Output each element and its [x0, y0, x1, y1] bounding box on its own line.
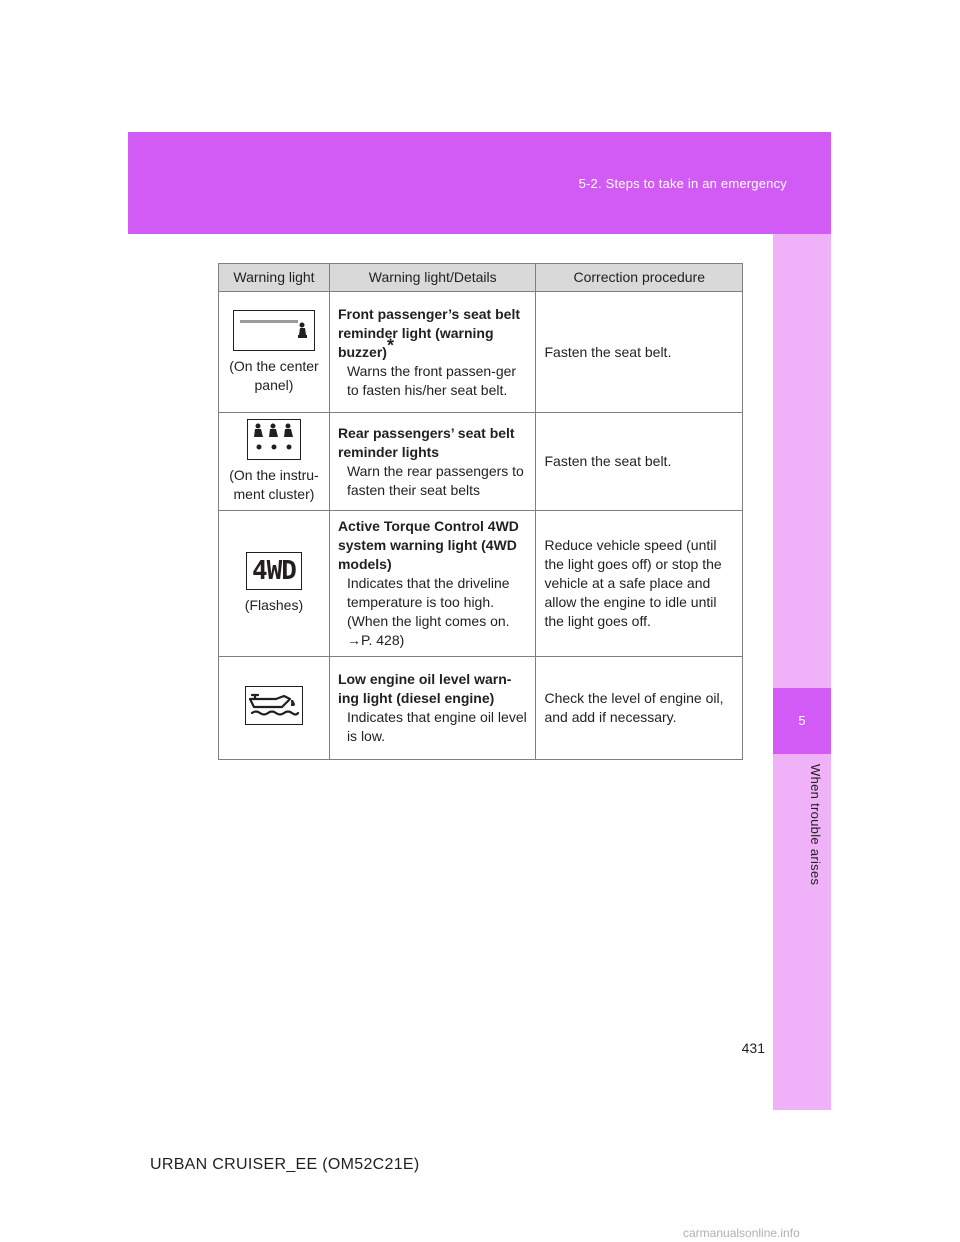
warning-light-detail: Indicates that the driveline temperature is too high. (When the light comes on. →P. 428)	[346, 575, 510, 648]
chapter-side-tab[interactable]	[773, 234, 831, 1110]
warning-light-caption: (On the center panel)	[229, 357, 319, 393]
warning-light-cell	[219, 657, 330, 760]
document-code: URBAN CRUISER_EE (OM52C21E)	[150, 1156, 420, 1173]
chapter-label: When trouble arises	[808, 764, 823, 886]
details-cell	[329, 511, 536, 657]
column-header-details: Warning light/Details	[329, 264, 536, 292]
4wd-icon-text: 4WD	[251, 556, 296, 586]
details-cell	[329, 292, 536, 413]
warning-lights-table	[218, 263, 743, 760]
correction-cell: Fasten the seat belt.	[536, 292, 743, 413]
table-row	[219, 292, 743, 413]
chapter-number: 5	[773, 688, 831, 754]
table-row	[219, 413, 743, 511]
table-row	[219, 657, 743, 760]
table-row	[219, 511, 743, 657]
warning-light-title: Active Torque Control 4WD system warning light (4WD models)	[337, 518, 519, 572]
warning-light-caption: (On the instru-ment cluster)	[229, 467, 319, 502]
warning-light-detail: Warn the rear passengers to fasten their seat belts	[346, 462, 524, 498]
page-number: 431	[741, 1040, 765, 1056]
column-header-warning-light: Warning light	[219, 264, 330, 292]
footnote-mark: *	[386, 334, 394, 355]
warning-light-title: Low engine oil level warn-ing light (diesel engine)	[337, 671, 512, 706]
warning-light-title-text: Front passenger’s seat belt reminder light (warning buzzer)	[337, 305, 520, 360]
warning-light-cell	[219, 413, 330, 511]
watermark[interactable]: carmanualsonline.info	[683, 1226, 800, 1240]
details-cell	[329, 413, 536, 511]
warning-light-cell	[219, 292, 330, 413]
section-title: 5-2. Steps to take in an emergency	[578, 176, 787, 191]
warning-light-detail: Warns the front passen-ger to fasten his/her seat belt.	[346, 362, 517, 398]
correction-cell: Fasten the seat belt.	[536, 413, 743, 511]
correction-cell: Check the level of engine oil, and add if necessary.	[536, 657, 743, 760]
table-header-row	[219, 264, 743, 292]
oil-level-icon	[245, 686, 303, 725]
rear-passengers-seatbelt-icon	[247, 419, 301, 460]
warning-light-title: Rear passengers’ seat belt reminder lights	[337, 424, 515, 460]
warning-light-title	[338, 305, 528, 362]
front-passenger-seatbelt-icon	[233, 310, 315, 351]
correction-cell: Reduce vehicle speed (until the light goes off) or stop the vehicle at a safe place and allow the engine to idle until the light goes off.	[536, 511, 743, 657]
details-cell	[329, 657, 536, 760]
warning-light-cell	[219, 511, 330, 657]
warning-light-caption: (Flashes)	[244, 597, 304, 613]
header-band	[128, 132, 831, 234]
4wd-icon	[246, 552, 302, 590]
column-header-correction: Correction procedure	[536, 264, 743, 292]
warning-light-detail: Indicates that engine oil level is low.	[346, 709, 527, 744]
